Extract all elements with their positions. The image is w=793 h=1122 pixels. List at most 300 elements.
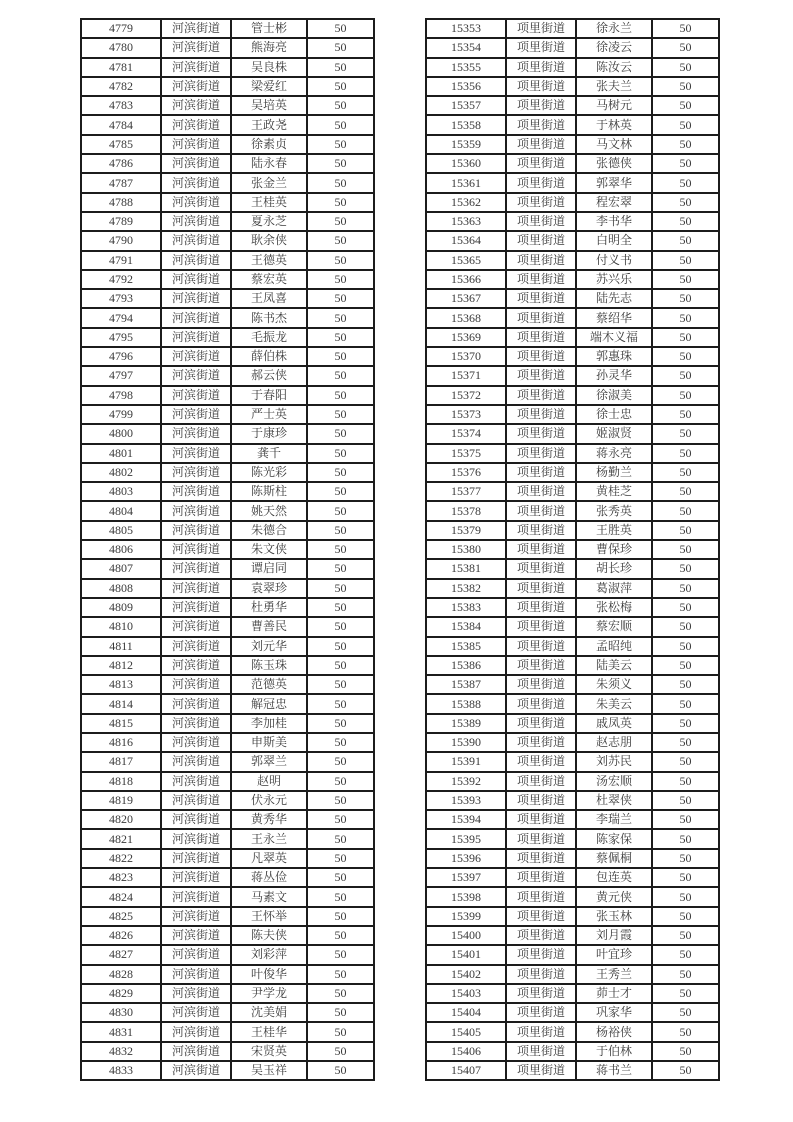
cell-person-name: 陈书杰 — [231, 308, 307, 327]
cell-person-name: 陈玉珠 — [231, 656, 307, 675]
cell-value: 50 — [652, 231, 719, 250]
cell-street: 项里街道 — [506, 675, 576, 694]
table-row — [426, 463, 719, 482]
table-row — [81, 482, 374, 501]
cell-street: 项里街道 — [506, 829, 576, 848]
cell-person-name: 徐永兰 — [576, 19, 652, 38]
table-row — [426, 945, 719, 964]
table-row — [426, 347, 719, 366]
cell-id: 4830 — [81, 1003, 161, 1022]
table-row — [81, 424, 374, 443]
table-row — [81, 887, 374, 906]
cell-value: 50 — [652, 386, 719, 405]
cell-id: 4787 — [81, 173, 161, 192]
table-row — [81, 810, 374, 829]
cell-street: 河滨街道 — [161, 540, 231, 559]
cell-person-name: 徐素贞 — [231, 135, 307, 154]
cell-id: 15360 — [426, 154, 506, 173]
table-row — [81, 984, 374, 1003]
cell-value: 50 — [652, 38, 719, 57]
cell-street: 河滨街道 — [161, 135, 231, 154]
table-row — [426, 173, 719, 192]
cell-street: 河滨街道 — [161, 270, 231, 289]
table-row — [81, 463, 374, 482]
cell-value: 50 — [652, 617, 719, 636]
cell-street: 河滨街道 — [161, 444, 231, 463]
cell-value: 50 — [307, 173, 374, 192]
cell-person-name: 徐士忠 — [576, 405, 652, 424]
table-row — [426, 656, 719, 675]
table-row — [426, 96, 719, 115]
cell-person-name: 于春阳 — [231, 386, 307, 405]
cell-id: 15396 — [426, 849, 506, 868]
cell-street: 河滨街道 — [161, 58, 231, 77]
cell-value: 50 — [652, 965, 719, 984]
cell-street: 项里街道 — [506, 926, 576, 945]
cell-id: 15404 — [426, 1003, 506, 1022]
cell-person-name: 黄元侠 — [576, 887, 652, 906]
cell-id: 15368 — [426, 308, 506, 327]
table-row — [81, 96, 374, 115]
table-row — [426, 501, 719, 520]
table-row — [81, 598, 374, 617]
cell-street: 河滨街道 — [161, 579, 231, 598]
cell-person-name: 陈汝云 — [576, 58, 652, 77]
table-row — [81, 212, 374, 231]
cell-id: 4799 — [81, 405, 161, 424]
table-row — [426, 270, 719, 289]
table-row — [426, 849, 719, 868]
cell-id: 15382 — [426, 579, 506, 598]
cell-value: 50 — [652, 135, 719, 154]
cell-person-name: 郭翠华 — [576, 173, 652, 192]
table-row — [81, 231, 374, 250]
cell-person-name: 孟昭纯 — [576, 637, 652, 656]
cell-id: 15377 — [426, 482, 506, 501]
cell-id: 4813 — [81, 675, 161, 694]
cell-id: 15358 — [426, 115, 506, 134]
cell-value: 50 — [652, 579, 719, 598]
cell-id: 4827 — [81, 945, 161, 964]
cell-id: 15402 — [426, 965, 506, 984]
table-row — [81, 115, 374, 134]
cell-value: 50 — [307, 1042, 374, 1061]
cell-street: 项里街道 — [506, 984, 576, 1003]
cell-value: 50 — [652, 791, 719, 810]
cell-street: 项里街道 — [506, 424, 576, 443]
cell-person-name: 李瑞兰 — [576, 810, 652, 829]
cell-person-name: 刘元华 — [231, 637, 307, 656]
cell-value: 50 — [652, 289, 719, 308]
cell-person-name: 王怀举 — [231, 907, 307, 926]
table-row — [426, 231, 719, 250]
cell-id: 4786 — [81, 154, 161, 173]
cell-id: 4781 — [81, 58, 161, 77]
cell-street: 河滨街道 — [161, 598, 231, 617]
cell-value: 50 — [307, 19, 374, 38]
cell-value: 50 — [307, 926, 374, 945]
cell-id: 15367 — [426, 289, 506, 308]
table-row — [426, 38, 719, 57]
cell-street: 项里街道 — [506, 96, 576, 115]
cell-value: 50 — [307, 154, 374, 173]
cell-id: 4825 — [81, 907, 161, 926]
cell-value: 50 — [652, 772, 719, 791]
table-row — [81, 58, 374, 77]
cell-person-name: 宋贤英 — [231, 1042, 307, 1061]
cell-street: 河滨街道 — [161, 559, 231, 578]
cell-street: 项里街道 — [506, 945, 576, 964]
cell-id: 15362 — [426, 193, 506, 212]
cell-street: 河滨街道 — [161, 115, 231, 134]
cell-id: 4789 — [81, 212, 161, 231]
cell-value: 50 — [307, 38, 374, 57]
table-row — [426, 77, 719, 96]
cell-street: 项里街道 — [506, 1042, 576, 1061]
cell-person-name: 刘彩萍 — [231, 945, 307, 964]
cell-id: 15407 — [426, 1061, 506, 1080]
cell-value: 50 — [307, 772, 374, 791]
cell-person-name: 谭启同 — [231, 559, 307, 578]
cell-id: 4780 — [81, 38, 161, 57]
cell-street: 项里街道 — [506, 270, 576, 289]
cell-id: 15378 — [426, 501, 506, 520]
cell-street: 项里街道 — [506, 405, 576, 424]
cell-id: 4811 — [81, 637, 161, 656]
cell-street: 项里街道 — [506, 772, 576, 791]
table-row — [426, 965, 719, 984]
cell-value: 50 — [307, 193, 374, 212]
cell-street: 项里街道 — [506, 38, 576, 57]
cell-person-name: 徐凌云 — [576, 38, 652, 57]
table-row — [426, 1003, 719, 1022]
cell-street: 河滨街道 — [161, 386, 231, 405]
cell-person-name: 蔡宏顺 — [576, 617, 652, 636]
cell-value: 50 — [307, 115, 374, 134]
cell-street: 项里街道 — [506, 347, 576, 366]
cell-value: 50 — [307, 1003, 374, 1022]
cell-value: 50 — [652, 984, 719, 1003]
cell-person-name: 王凤喜 — [231, 289, 307, 308]
cell-street: 项里街道 — [506, 115, 576, 134]
cell-id: 4788 — [81, 193, 161, 212]
cell-id: 15366 — [426, 270, 506, 289]
cell-value: 50 — [307, 887, 374, 906]
cell-id: 4805 — [81, 521, 161, 540]
table-row — [426, 521, 719, 540]
table-row — [426, 907, 719, 926]
cell-street: 河滨街道 — [161, 733, 231, 752]
cell-person-name: 包连英 — [576, 868, 652, 887]
cell-street: 河滨街道 — [161, 1022, 231, 1041]
cell-value: 50 — [652, 559, 719, 578]
cell-value: 50 — [652, 945, 719, 964]
cell-street: 河滨街道 — [161, 463, 231, 482]
cell-person-name: 苏兴乐 — [576, 270, 652, 289]
cell-person-name: 熊海亮 — [231, 38, 307, 57]
cell-person-name: 付义书 — [576, 251, 652, 270]
cell-street: 河滨街道 — [161, 96, 231, 115]
cell-id: 15393 — [426, 791, 506, 810]
cell-value: 50 — [652, 752, 719, 771]
cell-person-name: 郝云侠 — [231, 366, 307, 385]
cell-id: 4790 — [81, 231, 161, 250]
cell-street: 河滨街道 — [161, 984, 231, 1003]
table-row — [81, 154, 374, 173]
cell-id: 4802 — [81, 463, 161, 482]
table-row — [81, 733, 374, 752]
cell-value: 50 — [652, 887, 719, 906]
cell-person-name: 叶宜珍 — [576, 945, 652, 964]
cell-person-name: 于伯林 — [576, 1042, 652, 1061]
cell-id: 15369 — [426, 328, 506, 347]
cell-person-name: 巩家华 — [576, 1003, 652, 1022]
cell-value: 50 — [307, 251, 374, 270]
cell-street: 河滨街道 — [161, 965, 231, 984]
cell-street: 河滨街道 — [161, 347, 231, 366]
cell-id: 4803 — [81, 482, 161, 501]
cell-id: 4804 — [81, 501, 161, 520]
cell-person-name: 尹学龙 — [231, 984, 307, 1003]
cell-value: 50 — [307, 1061, 374, 1080]
cell-street: 河滨街道 — [161, 77, 231, 96]
cell-value: 50 — [307, 868, 374, 887]
cell-id: 15395 — [426, 829, 506, 848]
cell-person-name: 陆美云 — [576, 656, 652, 675]
cell-id: 15398 — [426, 887, 506, 906]
cell-person-name: 马素文 — [231, 887, 307, 906]
cell-street: 河滨街道 — [161, 791, 231, 810]
cell-id: 15385 — [426, 637, 506, 656]
cell-value: 50 — [652, 733, 719, 752]
table-row — [426, 559, 719, 578]
cell-street: 河滨街道 — [161, 405, 231, 424]
table-row — [426, 810, 719, 829]
cell-id: 4797 — [81, 366, 161, 385]
cell-value: 50 — [307, 714, 374, 733]
cell-person-name: 郭惠珠 — [576, 347, 652, 366]
table-row — [426, 366, 719, 385]
roster-table-right-body — [426, 19, 719, 1080]
cell-person-name: 夏永芝 — [231, 212, 307, 231]
cell-street: 项里街道 — [506, 501, 576, 520]
cell-value: 50 — [307, 386, 374, 405]
cell-street: 项里街道 — [506, 598, 576, 617]
table-row — [81, 694, 374, 713]
cell-person-name: 徐淑美 — [576, 386, 652, 405]
cell-person-name: 吴玉祥 — [231, 1061, 307, 1080]
cell-street: 河滨街道 — [161, 482, 231, 501]
cell-person-name: 陈光彩 — [231, 463, 307, 482]
cell-person-name: 王桂英 — [231, 193, 307, 212]
cell-person-name: 张德侠 — [576, 154, 652, 173]
cell-street: 项里街道 — [506, 1003, 576, 1022]
cell-person-name: 葛淑萍 — [576, 579, 652, 598]
cell-street: 项里街道 — [506, 694, 576, 713]
table-row — [81, 521, 374, 540]
cell-id: 4796 — [81, 347, 161, 366]
cell-person-name: 刘月霞 — [576, 926, 652, 945]
cell-street: 项里街道 — [506, 617, 576, 636]
cell-value: 50 — [652, 19, 719, 38]
cell-value: 50 — [307, 96, 374, 115]
cell-person-name: 蔡佩桐 — [576, 849, 652, 868]
cell-value: 50 — [307, 289, 374, 308]
cell-person-name: 程宏翠 — [576, 193, 652, 212]
table-row — [426, 540, 719, 559]
cell-value: 50 — [307, 984, 374, 1003]
table-row — [426, 791, 719, 810]
table-row — [81, 347, 374, 366]
cell-id: 4794 — [81, 308, 161, 327]
cell-value: 50 — [652, 1061, 719, 1080]
cell-person-name: 李加桂 — [231, 714, 307, 733]
cell-street: 河滨街道 — [161, 231, 231, 250]
cell-street: 河滨街道 — [161, 945, 231, 964]
table-row — [81, 173, 374, 192]
cell-id: 4806 — [81, 540, 161, 559]
cell-person-name: 刘苏民 — [576, 752, 652, 771]
cell-id: 15392 — [426, 772, 506, 791]
cell-id: 15406 — [426, 1042, 506, 1061]
cell-person-name: 解冠忠 — [231, 694, 307, 713]
table-row — [81, 1042, 374, 1061]
cell-street: 河滨街道 — [161, 289, 231, 308]
roster-table-right — [425, 18, 720, 1081]
cell-id: 4800 — [81, 424, 161, 443]
cell-value: 50 — [652, 77, 719, 96]
cell-person-name: 马树元 — [576, 96, 652, 115]
table-row — [81, 714, 374, 733]
cell-id: 4828 — [81, 965, 161, 984]
cell-street: 河滨街道 — [161, 1061, 231, 1080]
cell-person-name: 王德英 — [231, 251, 307, 270]
table-row — [81, 772, 374, 791]
cell-street: 项里街道 — [506, 965, 576, 984]
cell-value: 50 — [307, 829, 374, 848]
cell-id: 4810 — [81, 617, 161, 636]
cell-street: 河滨街道 — [161, 926, 231, 945]
table-row — [426, 617, 719, 636]
cell-person-name: 陆先志 — [576, 289, 652, 308]
cell-id: 4824 — [81, 887, 161, 906]
cell-person-name: 杜勇华 — [231, 598, 307, 617]
cell-person-name: 杨勤兰 — [576, 463, 652, 482]
table-row — [81, 656, 374, 675]
table-row — [426, 386, 719, 405]
cell-person-name: 袁翠珍 — [231, 579, 307, 598]
cell-value: 50 — [307, 482, 374, 501]
cell-person-name: 管士彬 — [231, 19, 307, 38]
cell-street: 项里街道 — [506, 366, 576, 385]
cell-value: 50 — [307, 907, 374, 926]
cell-person-name: 王政尧 — [231, 115, 307, 134]
cell-value: 50 — [307, 810, 374, 829]
cell-person-name: 于康珍 — [231, 424, 307, 443]
cell-street: 河滨街道 — [161, 907, 231, 926]
table-row — [426, 19, 719, 38]
cell-value: 50 — [307, 965, 374, 984]
cell-street: 项里街道 — [506, 887, 576, 906]
table-row — [426, 212, 719, 231]
cell-street: 河滨街道 — [161, 154, 231, 173]
cell-value: 50 — [307, 135, 374, 154]
cell-id: 15389 — [426, 714, 506, 733]
cell-value: 50 — [652, 328, 719, 347]
table-row — [426, 482, 719, 501]
cell-person-name: 毛振龙 — [231, 328, 307, 347]
cell-street: 河滨街道 — [161, 521, 231, 540]
cell-value: 50 — [652, 251, 719, 270]
table-row — [81, 19, 374, 38]
cell-value: 50 — [307, 366, 374, 385]
cell-person-name: 杨裕侠 — [576, 1022, 652, 1041]
cell-value: 50 — [652, 868, 719, 887]
table-row — [81, 1022, 374, 1041]
cell-person-name: 范德英 — [231, 675, 307, 694]
cell-person-name: 申斯美 — [231, 733, 307, 752]
table-row — [81, 829, 374, 848]
cell-street: 河滨街道 — [161, 251, 231, 270]
cell-value: 50 — [307, 675, 374, 694]
cell-street: 项里街道 — [506, 791, 576, 810]
table-row — [426, 328, 719, 347]
cell-id: 15365 — [426, 251, 506, 270]
table-row — [426, 135, 719, 154]
cell-id: 15373 — [426, 405, 506, 424]
cell-id: 4779 — [81, 19, 161, 38]
table-row — [426, 154, 719, 173]
cell-person-name: 吴培英 — [231, 96, 307, 115]
cell-person-name: 叶俊华 — [231, 965, 307, 984]
table-row — [426, 405, 719, 424]
table-row — [426, 752, 719, 771]
cell-value: 50 — [307, 598, 374, 617]
cell-value: 50 — [652, 115, 719, 134]
cell-street: 项里街道 — [506, 714, 576, 733]
cell-person-name: 王桂华 — [231, 1022, 307, 1041]
cell-id: 4785 — [81, 135, 161, 154]
cell-id: 15405 — [426, 1022, 506, 1041]
table-row — [81, 637, 374, 656]
cell-person-name: 黄桂芝 — [576, 482, 652, 501]
cell-person-name: 严士英 — [231, 405, 307, 424]
cell-person-name: 薛伯株 — [231, 347, 307, 366]
table-row — [426, 289, 719, 308]
cell-street: 项里街道 — [506, 1061, 576, 1080]
roster-table-left-body — [81, 19, 374, 1080]
cell-person-name: 朱德合 — [231, 521, 307, 540]
table-row — [81, 617, 374, 636]
cell-value: 50 — [652, 96, 719, 115]
cell-value: 50 — [652, 849, 719, 868]
cell-id: 4812 — [81, 656, 161, 675]
cell-street: 项里街道 — [506, 308, 576, 327]
table-row — [81, 366, 374, 385]
cell-value: 50 — [307, 444, 374, 463]
cell-value: 50 — [652, 482, 719, 501]
table-row — [81, 193, 374, 212]
cell-person-name: 张夫兰 — [576, 77, 652, 96]
cell-street: 河滨街道 — [161, 19, 231, 38]
cell-value: 50 — [652, 926, 719, 945]
cell-value: 50 — [652, 366, 719, 385]
cell-value: 50 — [652, 154, 719, 173]
cell-id: 15401 — [426, 945, 506, 964]
cell-id: 15400 — [426, 926, 506, 945]
table-row — [81, 868, 374, 887]
cell-person-name: 朱须义 — [576, 675, 652, 694]
